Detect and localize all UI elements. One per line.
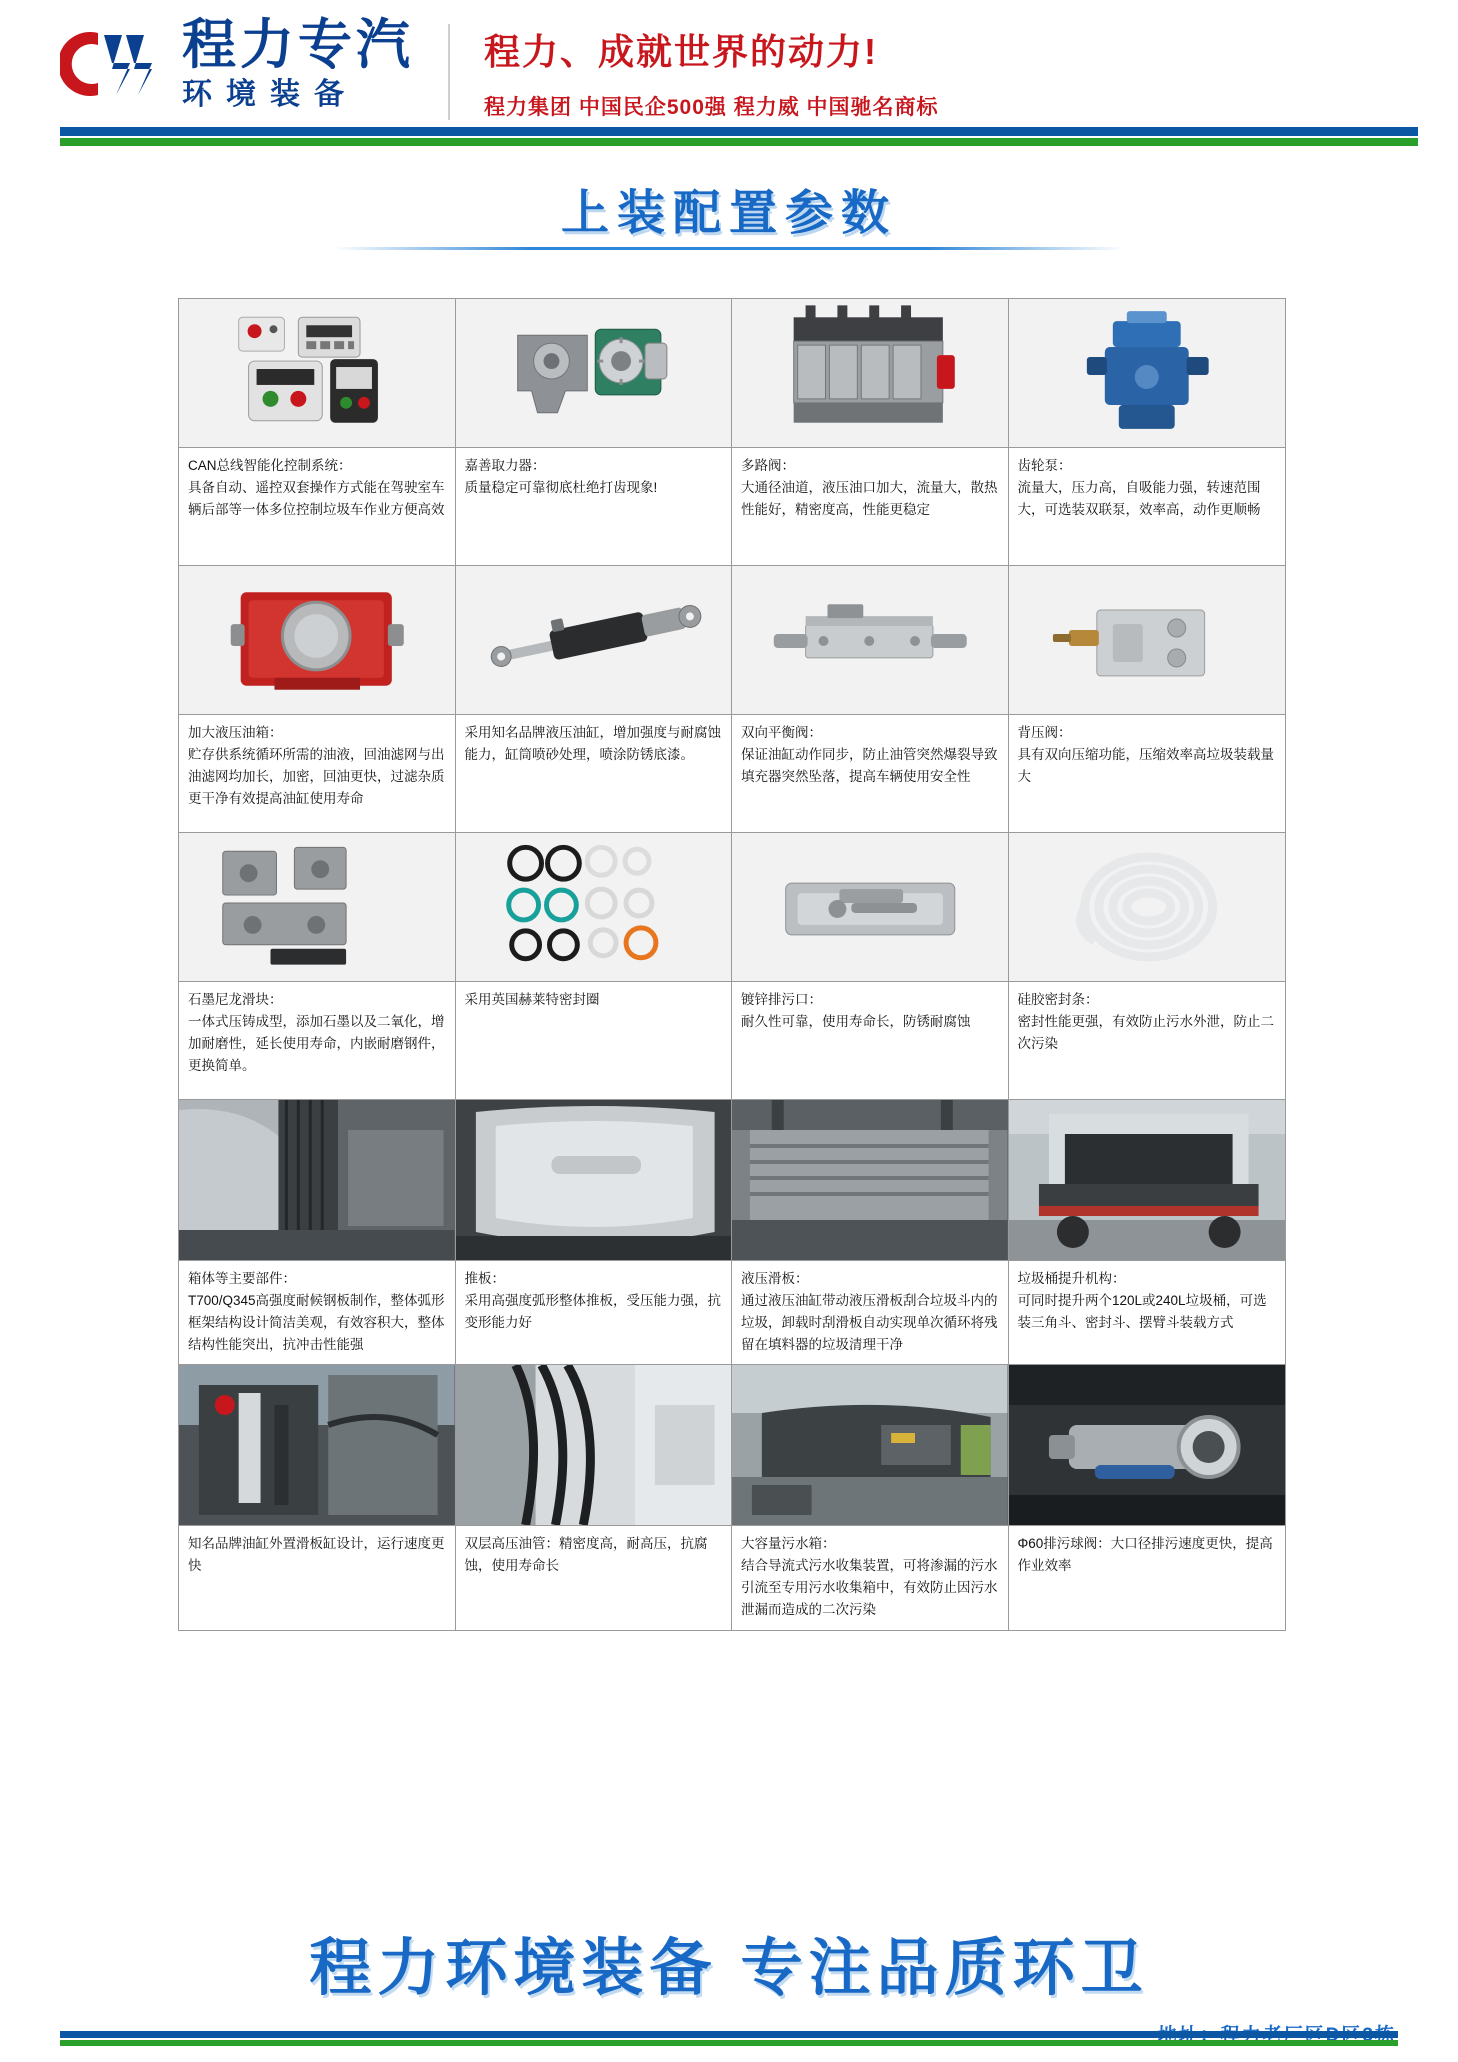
spec-title: 垃圾桶提升机构： (1017, 1271, 1126, 1286)
spec-text (179, 714, 455, 832)
spec-cell (456, 1100, 733, 1364)
spec-text (732, 447, 1008, 565)
spec-body: 流量大，压力高，自吸能力强，转速范围大，可选装双联泵，效率高，动作更顺畅 (1017, 479, 1261, 517)
spec-title: 硅胶密封条： (1017, 992, 1099, 1007)
seal-rings-photo (456, 833, 732, 981)
page-title-underline (334, 247, 1124, 250)
spec-text (456, 981, 732, 1099)
spec-text (1009, 1525, 1286, 1629)
spec-cell (179, 1365, 456, 1629)
spec-text (456, 447, 732, 565)
spec-cell (1009, 1100, 1286, 1364)
brand-subname: 环境装备 (182, 78, 358, 111)
spec-text (1009, 1260, 1286, 1364)
spec-text (456, 714, 732, 832)
spec-cell (1009, 566, 1286, 832)
footer-banner (0, 1912, 1458, 2007)
spec-cell (179, 566, 456, 832)
spec-title: 箱体等主要部件： (188, 1271, 296, 1286)
spec-row (179, 1364, 1285, 1629)
page-title: 上装配置参数 (560, 187, 897, 240)
spec-cell (732, 299, 1009, 565)
spec-body: 密封性能更强，有效防止污水外泄，防止二次污染 (1017, 1013, 1274, 1051)
spec-cell (1009, 833, 1286, 1099)
spec-cell (456, 299, 733, 565)
graphite-nylon-slider-photo (179, 833, 455, 981)
spec-cell (179, 299, 456, 565)
spec-text (732, 1525, 1008, 1629)
spec-title: 多路阀： (741, 458, 795, 473)
spec-text (1009, 714, 1286, 832)
spec-title: 加大液压油箱： (188, 725, 283, 740)
header-rule-green (60, 138, 1418, 146)
spec-body: 采用英国赫莱特密封圈 (464, 992, 600, 1007)
spec-cell (179, 833, 456, 1099)
spec-body: Φ60排污球阀：大口径排污速度更快，提高作业效率 (1017, 1536, 1273, 1574)
spec-text (179, 1260, 455, 1364)
brand-name: 程力专汽 (182, 15, 414, 75)
spec-body: 保证油缸动作同步，防止油管突然爆裂导致填充器突然坠落，提高车辆使用安全性 (741, 746, 998, 784)
back-pressure-valve-photo (1009, 566, 1286, 714)
power-take-off-photo (456, 299, 732, 447)
slogan-primary: 程力、成就世界的动力! (484, 31, 878, 72)
header-rule (60, 127, 1418, 146)
gear-pump-photo (1009, 299, 1286, 447)
header-divider (448, 24, 450, 120)
cheng-li-logo-icon (60, 25, 168, 103)
spec-text (732, 1260, 1008, 1364)
spec-body: 采用知名品牌液压油缸，增加强度与耐腐蚀能力，缸筒喷砂处理，喷涂防锈底漆。 (464, 725, 721, 762)
spec-text (732, 714, 1008, 832)
spec-cell (179, 1100, 456, 1364)
spec-body: 一体式压铸成型，添加石墨以及二氧化，增加耐磨性，延长使用寿命，内嵌耐磨钢件，更换简单。 (188, 1013, 445, 1073)
spec-title: 推板： (464, 1271, 505, 1286)
spec-title: 嘉善取力器： (464, 458, 546, 473)
slogan-secondary: 程力集团 中国民企500强 程力威 中国驰名商标 (484, 96, 939, 119)
hydraulic-slide-plate-photo (732, 1100, 1008, 1260)
footer-rule-green (60, 2040, 1398, 2046)
spec-cell (456, 833, 733, 1099)
spec-body: T700/Q345高强度耐候钢板制作，整体弧形框架结构设计简洁美观，有效容积大，整体结构性能突出，抗冲击性能强 (188, 1292, 445, 1352)
spec-text (732, 981, 1008, 1099)
spec-body: 知名品牌油缸外置滑板缸设计，运行速度更快 (188, 1536, 445, 1574)
spec-title: 大容量污水箱： (741, 1536, 836, 1552)
spec-body: 耐久性可靠，使用寿命长，防锈耐腐蚀 (741, 1013, 971, 1029)
spec-body: 大通径油道，液压油口加大，流量大，散热性能好，精密度高，性能更稳定 (741, 479, 998, 517)
double-layer-hose-photo (456, 1365, 732, 1525)
remote-control-panel-photo (179, 299, 455, 447)
spec-row (179, 565, 1285, 832)
spec-title: 石墨尼龙滑块： (188, 992, 283, 1007)
spec-row (179, 299, 1285, 565)
spec-title: 背压阀： (1017, 725, 1072, 740)
spec-body: 具有双向压缩功能，压缩效率高垃圾装载量大 (1017, 746, 1274, 784)
spec-row (179, 1099, 1285, 1364)
multi-way-valve-photo (732, 299, 1008, 447)
push-plate-photo (456, 1100, 732, 1260)
spec-cell (732, 566, 1009, 832)
page-footer (0, 1912, 1458, 2062)
balance-valve-photo (732, 566, 1008, 714)
external-cylinder-photo (179, 1365, 455, 1525)
spec-body: 采用高强度弧形整体推板，受压能力强，抗变形能力好 (464, 1292, 721, 1330)
spec-text (179, 981, 455, 1099)
galvanized-drain-port-photo (732, 833, 1008, 981)
spec-body: 贮存供系统循环所需的油液，回油滤网与出油滤网均加长，加密，回油更快，过滤杂质更干净有效提高油缸使用寿命 (188, 746, 445, 806)
spec-body: 结合导流式污水收集装置，可将渗漏的污水引流至专用污水收集箱中，有效防止因污水泄漏而造成的二次污染 (741, 1558, 998, 1618)
hydraulic-cylinder-photo (456, 566, 732, 714)
ball-drain-valve-photo (1009, 1365, 1286, 1525)
page-header (0, 0, 1458, 160)
spec-text (1009, 981, 1286, 1099)
bin-lifter-photo (1009, 1100, 1286, 1260)
spec-row (179, 832, 1285, 1099)
spec-text (456, 1260, 732, 1364)
spec-body: 双层高压油管：精密度高，耐高压，抗腐蚀，使用寿命长 (464, 1536, 708, 1574)
page-title-wrap (0, 174, 1458, 250)
hydraulic-oil-tank-photo (179, 566, 455, 714)
spec-title: CAN总线智能化控制系统： (188, 458, 352, 473)
spec-text (179, 447, 455, 565)
sewage-tank-photo (732, 1365, 1008, 1525)
footer-title: 程力环境装备 专注品质环卫 (309, 1934, 1149, 2003)
spec-text (1009, 447, 1286, 565)
spec-cell (732, 1100, 1009, 1364)
spec-cell (1009, 1365, 1286, 1629)
spec-text (179, 1525, 455, 1629)
spec-cell (732, 833, 1009, 1099)
spec-title: 镀锌排污口： (741, 992, 822, 1007)
spec-body: 质量稳定可靠彻底杜绝打齿现象! (464, 479, 658, 495)
spec-cell (456, 566, 733, 832)
spec-body: 通过液压油缸带动液压滑板刮合垃圾斗内的垃圾，卸载时刮滑板自动实现单次循环将残留在填料器的垃圾清理干净 (741, 1292, 998, 1352)
header-slogan (484, 18, 939, 121)
header-rule-blue (60, 127, 1418, 136)
spec-body: 可同时提升两个120L或240L垃圾桶，可选装三角斗、密封斗、摆臂斗装载方式 (1017, 1292, 1267, 1330)
spec-cell (1009, 299, 1286, 565)
spec-body: 具备自动、遥控双套操作方式能在驾驶室车辆后部等一体多位控制垃圾车作业方便高效 (188, 479, 445, 517)
spec-title: 齿轮泵： (1017, 458, 1072, 473)
tank-body-photo (179, 1100, 455, 1260)
spec-title: 液压滑板： (741, 1271, 809, 1286)
spec-cell (456, 1365, 733, 1629)
footer-rule-blue (60, 2031, 1398, 2038)
silicone-seal-strip-photo (1009, 833, 1286, 981)
spec-title: 双向平衡阀： (741, 725, 822, 740)
spec-text (456, 1525, 732, 1629)
spec-cell (732, 1365, 1009, 1629)
brand-logo (60, 15, 414, 111)
spec-grid (178, 298, 1286, 1631)
